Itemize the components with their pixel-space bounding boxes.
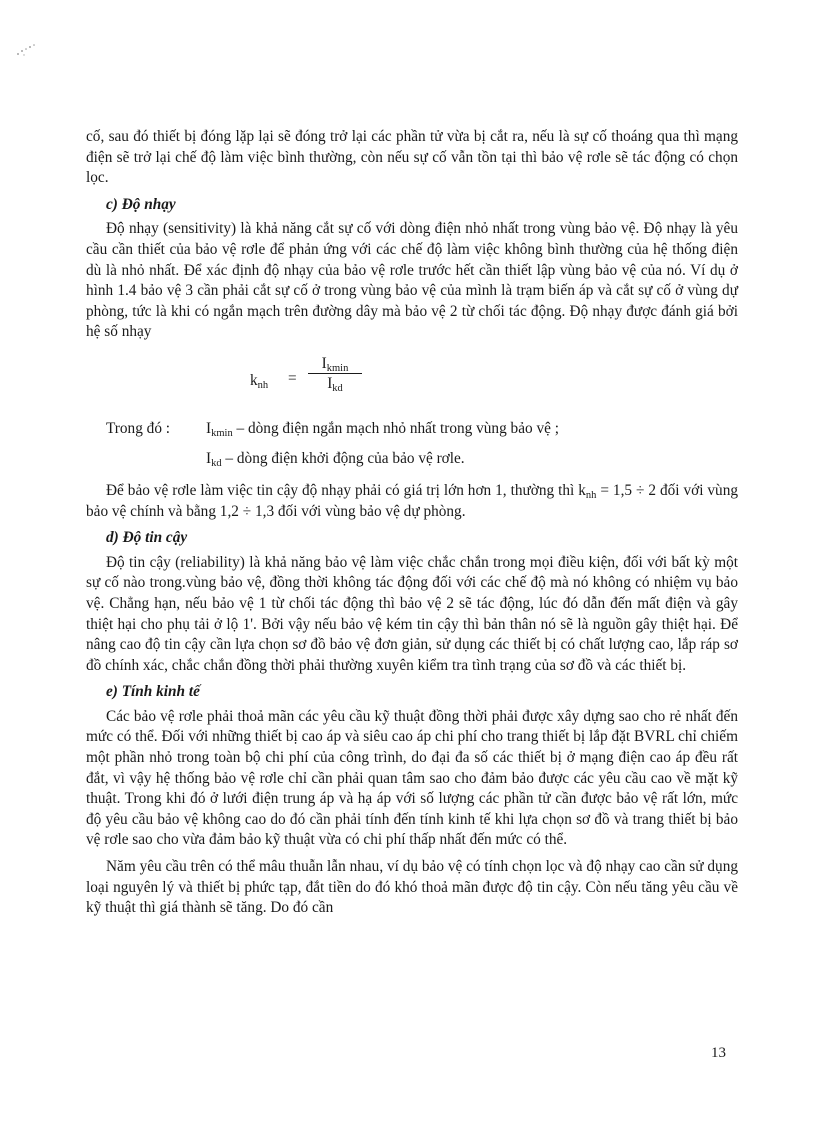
page-number: 13 [711,1045,726,1061]
formula-numerator: $I_{kmin}$ [308,355,362,374]
paragraph-final: Năm yêu cầu trên có thể mâu thuẫn lẫn nhau, ví dụ bảo vệ có tính chọn lọc và độ nhạy cao cần sử dụng loại nguyên lý và thiết bị phức tạp, đắt tiền do đó khó thoả mãn được độ tin cậy. Còn nếu tăng yêu cầu về kỹ thuật thì giá thành sẽ tăng. Do đó cần [86,858,738,917]
formula-lhs: $k_{nh}$ [250,371,269,391]
paragraph-sensitivity: Độ nhạy (sensitivity) là khả năng cắt sự cố với dòng điện nhỏ nhất trong vùng bảo vệ. Độ nhạy là yêu cầu cần thiết của bảo vệ rơle để phản ứng với các chế độ làm việc không bình thường của hệ thống điện dù là nhỏ nhất. Để xác định độ nhạy của bảo vệ rơle trước hết cần thiết lập vùng bảo vệ của nó. Ví dụ ở hình 1.4 bảo vệ 3 cần phải cắt sự cố ở trong vùng bảo vệ của mình là trạm biến áp và cắt sự cố ở vùng dự phòng, tức là khi có ngắn mạch trên đường dây mà bảo vệ 2 từ chối tác động. Độ nhạy được đánh giá bởi hệ số nhạy [86,220,738,341]
scan-speck-mark [14,40,44,58]
where-label: Trong đó : [106,419,171,437]
formula-definitions [86,415,738,475]
heading-sensitivity: c) Độ nhạy [106,195,176,213]
sensitivity-formula [86,349,738,411]
paragraph-sensitivity-value: Để bảo vệ rơle làm việc tin cậy độ nhạy phải có giá trị lớn hơn 1, thường thì $k_{nh} = 1,5 \div 2$ đối với vùng bảo vệ chính và bằng 1,2 ÷ 1,3 đối với vùng bảo vệ dự phòng. [86,481,738,520]
formula-equals: = [288,369,297,387]
paragraph-intro: cố, sau đó thiết bị đóng lặp lại sẽ đóng trở lại các phần tử vừa bị cắt ra, nếu là sự cố thoáng qua thì mạng điện sẽ trở lại chế độ làm việc bình thường, còn nếu sự cố vẫn tồn tại thì bảo vệ rơle sẽ tác động có chọn lọc. [86,128,738,187]
heading-economy: e) Tính kinh tế [106,683,200,701]
heading-reliability: d) Độ tin cậy [106,529,188,547]
formula-fraction [308,355,362,394]
formula-denominator: $I_{kd}$ [327,374,343,394]
definition-ikmin: Trong đó : $I_{kmin}$ – dòng điện ngắn mạch nhỏ nhất trong vùng bảo vệ ; [106,419,559,439]
paragraph-economy: Các bảo vệ rơle phải thoả mãn các yêu cầu kỹ thuật đồng thời phải được xây dựng sao cho rẻ nhất đến mức có thể. Đối với những thiết bị cao áp và siêu cao áp chi phí cho trang thiết bị lắp đặt BVRL chỉ chiếm một phần nhỏ trong toàn bộ chi phí của công trình, do đại đa số các thiết bị ở mạng điện cao áp đều rất đắt, vì vậy hệ thống bảo vệ rơle chỉ cần phải quan tâm sao cho đảm bảo được các yêu cầu cao về mặt kỹ thuật. Trong khi đó ở lưới điện trung áp và hạ áp với số lượng các phần tử cần được bảo vệ rất lớn, mức độ yêu cầu bảo vệ không cao do đó cần phải tính đến tính kinh tế khi lựa chọn sơ đồ và trang thiết bị bảo vệ rơle sao cho vừa đảm bảo kỹ thuật vừa có chi phí thấp nhất đến mức có thể. [86,707,738,849]
document-page [86,127,738,919]
definition-ikd: $I_{kd}$ – dòng điện khởi động của bảo vệ rơle. [206,449,465,469]
paragraph-reliability: Độ tin cậy (reliability) là khả năng bảo vệ làm việc chắc chắn trong mọi điều kiện, đối với bất kỳ một sự cố nào trong.vùng bảo vệ, đồng thời không tác động đối với các chế độ mà nó không có nhiệm vụ bảo vệ. Chẳng hạn, nếu bảo vệ 1 từ chối tác động thì bảo vệ 2 sẽ tác động, lúc đó dẫn đến mất điện và gây thiệt hại cho phụ tải ở lộ 1'. Bởi vậy nếu bảo vệ kém tin cậy thì bản thân nó sẽ là nguồn gây thiệt hại. Để nâng cao độ tin cậy cần lựa chọn sơ đồ bảo vệ đơn giản, sử dụng các thiết bị có chất lượng cao, lắp ráp sơ đồ chính xác, chắc chắn đồng thời phải thường xuyên kiểm tra tình trạng của sơ đồ và các thiết bị. [86,553,738,674]
